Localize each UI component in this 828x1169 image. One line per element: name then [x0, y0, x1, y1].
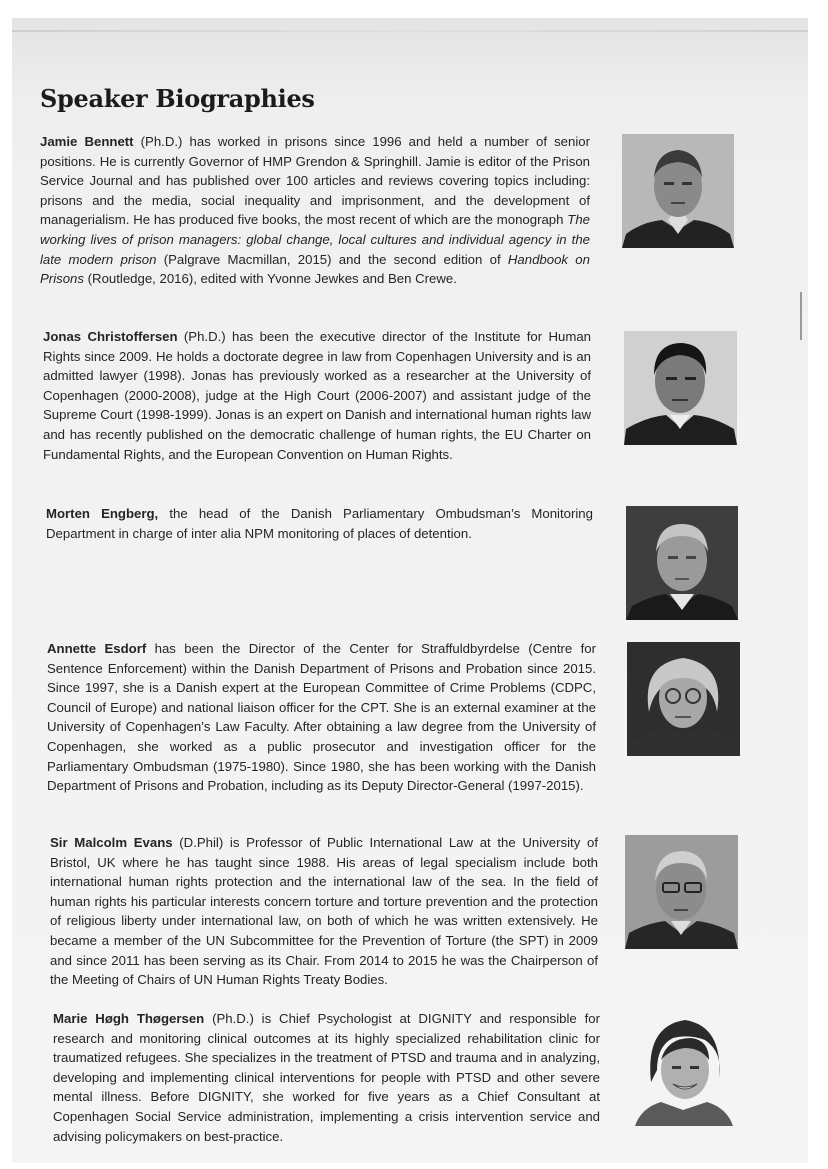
- speaker-name: Sir Malcolm Evans: [50, 835, 173, 850]
- speaker-name: Morten Engberg,: [46, 506, 159, 521]
- bio-text: (Ph.D.) has worked in prisons since 1996 and held a number of senior positions. He is currently Governor of HMP Grendon & Springhill. Jamie is editor of the Prison Service Journal and has published over 100 articles and reviews covering topics including: prisons and the media, social inequality and imprisonment, and the development of managerialism. He has produced five books, the most recent of which are the monograph: [40, 134, 590, 228]
- speaker-photo-jonas-christoffersen: [624, 331, 737, 445]
- bio-jonas-christoffersen: [43, 327, 591, 464]
- book-title: Handbook on Prisons: [40, 251, 590, 287]
- bio-text: (Routledge, 2016), edited with Yvonne Jewkes and Ben Crewe.: [83, 271, 457, 287]
- speaker-photo-annette-esdorf: [627, 642, 740, 756]
- bio-jamie-bennett: [40, 132, 590, 289]
- speaker-name: Marie Høgh Thøgersen: [53, 1011, 205, 1026]
- speaker-photo-marie-hogh-thogersen: [627, 1008, 741, 1126]
- speaker-photo-malcolm-evans: [625, 835, 738, 949]
- speaker-name: Jonas Christoffersen: [43, 329, 178, 344]
- bio-morten-engberg: [46, 504, 593, 543]
- bio-text: (Ph.D.) is Chief Psychologist at DIGNITY and responsible for research and monitoring clinical outcomes at its highly specialized rehabilitation clinic for traumatized refugees. She specializes in the treatment of PTSD and trauma and in analyzing, developing and implementing clinical interventions for people with PTSD and other severe mental illness. Before DIGNITY, she worked for five years as a Chief Consultant at Copenhagen Social Service administration, implementing a crisis intervention service and advising policymakers on best-practice.: [53, 1011, 600, 1144]
- bio-marie-hogh-thogersen: [53, 1009, 600, 1146]
- bio-text: (Ph.D.) has been the executive director of the Institute for Human Rights since 2009. He holds a doctorate degree in law from Copenhagen University and is an admitted lawyer (1998). Jonas has previously worked as a researcher at the University of Copenhagen (2000-2008), judge at the High Court (2006-2007) and assistant judge of the Supreme Court (1998-1999). Jonas is an expert on Danish and international human rights law and has recently published on the democratic challenge of human rights, the EU Charter on Fundamental Rights, and the European Convention on Human Rights.: [43, 329, 591, 462]
- bio-text: the head of the Danish Parliamentary Ombudsman’s Monitoring Department in charge of inter alia NPM monitoring of places of detention.: [46, 506, 593, 541]
- page-title: Speaker Biographies: [40, 84, 315, 113]
- bio-text: has been the Director of the Center for Straffuldbyrdelse (Centre for Sentence Enforcement) within the Danish Department of Prisons and Probation since 2015. Since 1997, she is a Danish expert at the European Committee of Crime Problems (CDPC, Council of Europe) and national liaison officer for the CPT. She is an external examiner at the University of Copenhagen’s Law Faculty. After obtaining a law degree from the University of Copenhagen, she worked as a public prosecutor and investigation officer for the Parliamentary Ombudsman (1975-1980). Since 1980, she has been working with the Danish Department of Prisons and Probation, including as its Deputy Director-General (1997-2015).: [47, 641, 596, 794]
- speaker-name: Annette Esdorf: [47, 641, 147, 656]
- bio-annette-esdorf: [47, 639, 596, 796]
- page-top-edge: [12, 30, 808, 32]
- bio-text: (Palgrave Macmillan, 2015) and the second edition of: [156, 251, 508, 267]
- speaker-photo-morten-engberg: [626, 506, 738, 620]
- bio-malcolm-evans: [50, 833, 598, 990]
- speaker-name: Jamie Bennett: [40, 134, 134, 149]
- scan-artifact: [800, 292, 802, 340]
- speaker-photo-jamie-bennett: [622, 134, 734, 248]
- book-title: The working lives of prison managers: global change, local cultures and individual agency in the late modern prison: [40, 212, 590, 267]
- bio-text: (D.Phil) is Professor of Public International Law at the University of Bristol, UK where he has taught since 1988. His areas of legal specialism include both international human rights protection and the international law of the sea. In the field of human rights his particular interests concern torture and torture prevention and the protection of religious liberty under international law, on both of which he was written extensively. He became a member of the UN Subcommittee for the Prevention of Torture (the SPT) in 2009 and since 2011 has been serving as its Chair. From 2014 to 2015 he was the Chairperson of the Meeting of Chairs of UN Human Rights Treaty Bodies.: [50, 835, 598, 988]
